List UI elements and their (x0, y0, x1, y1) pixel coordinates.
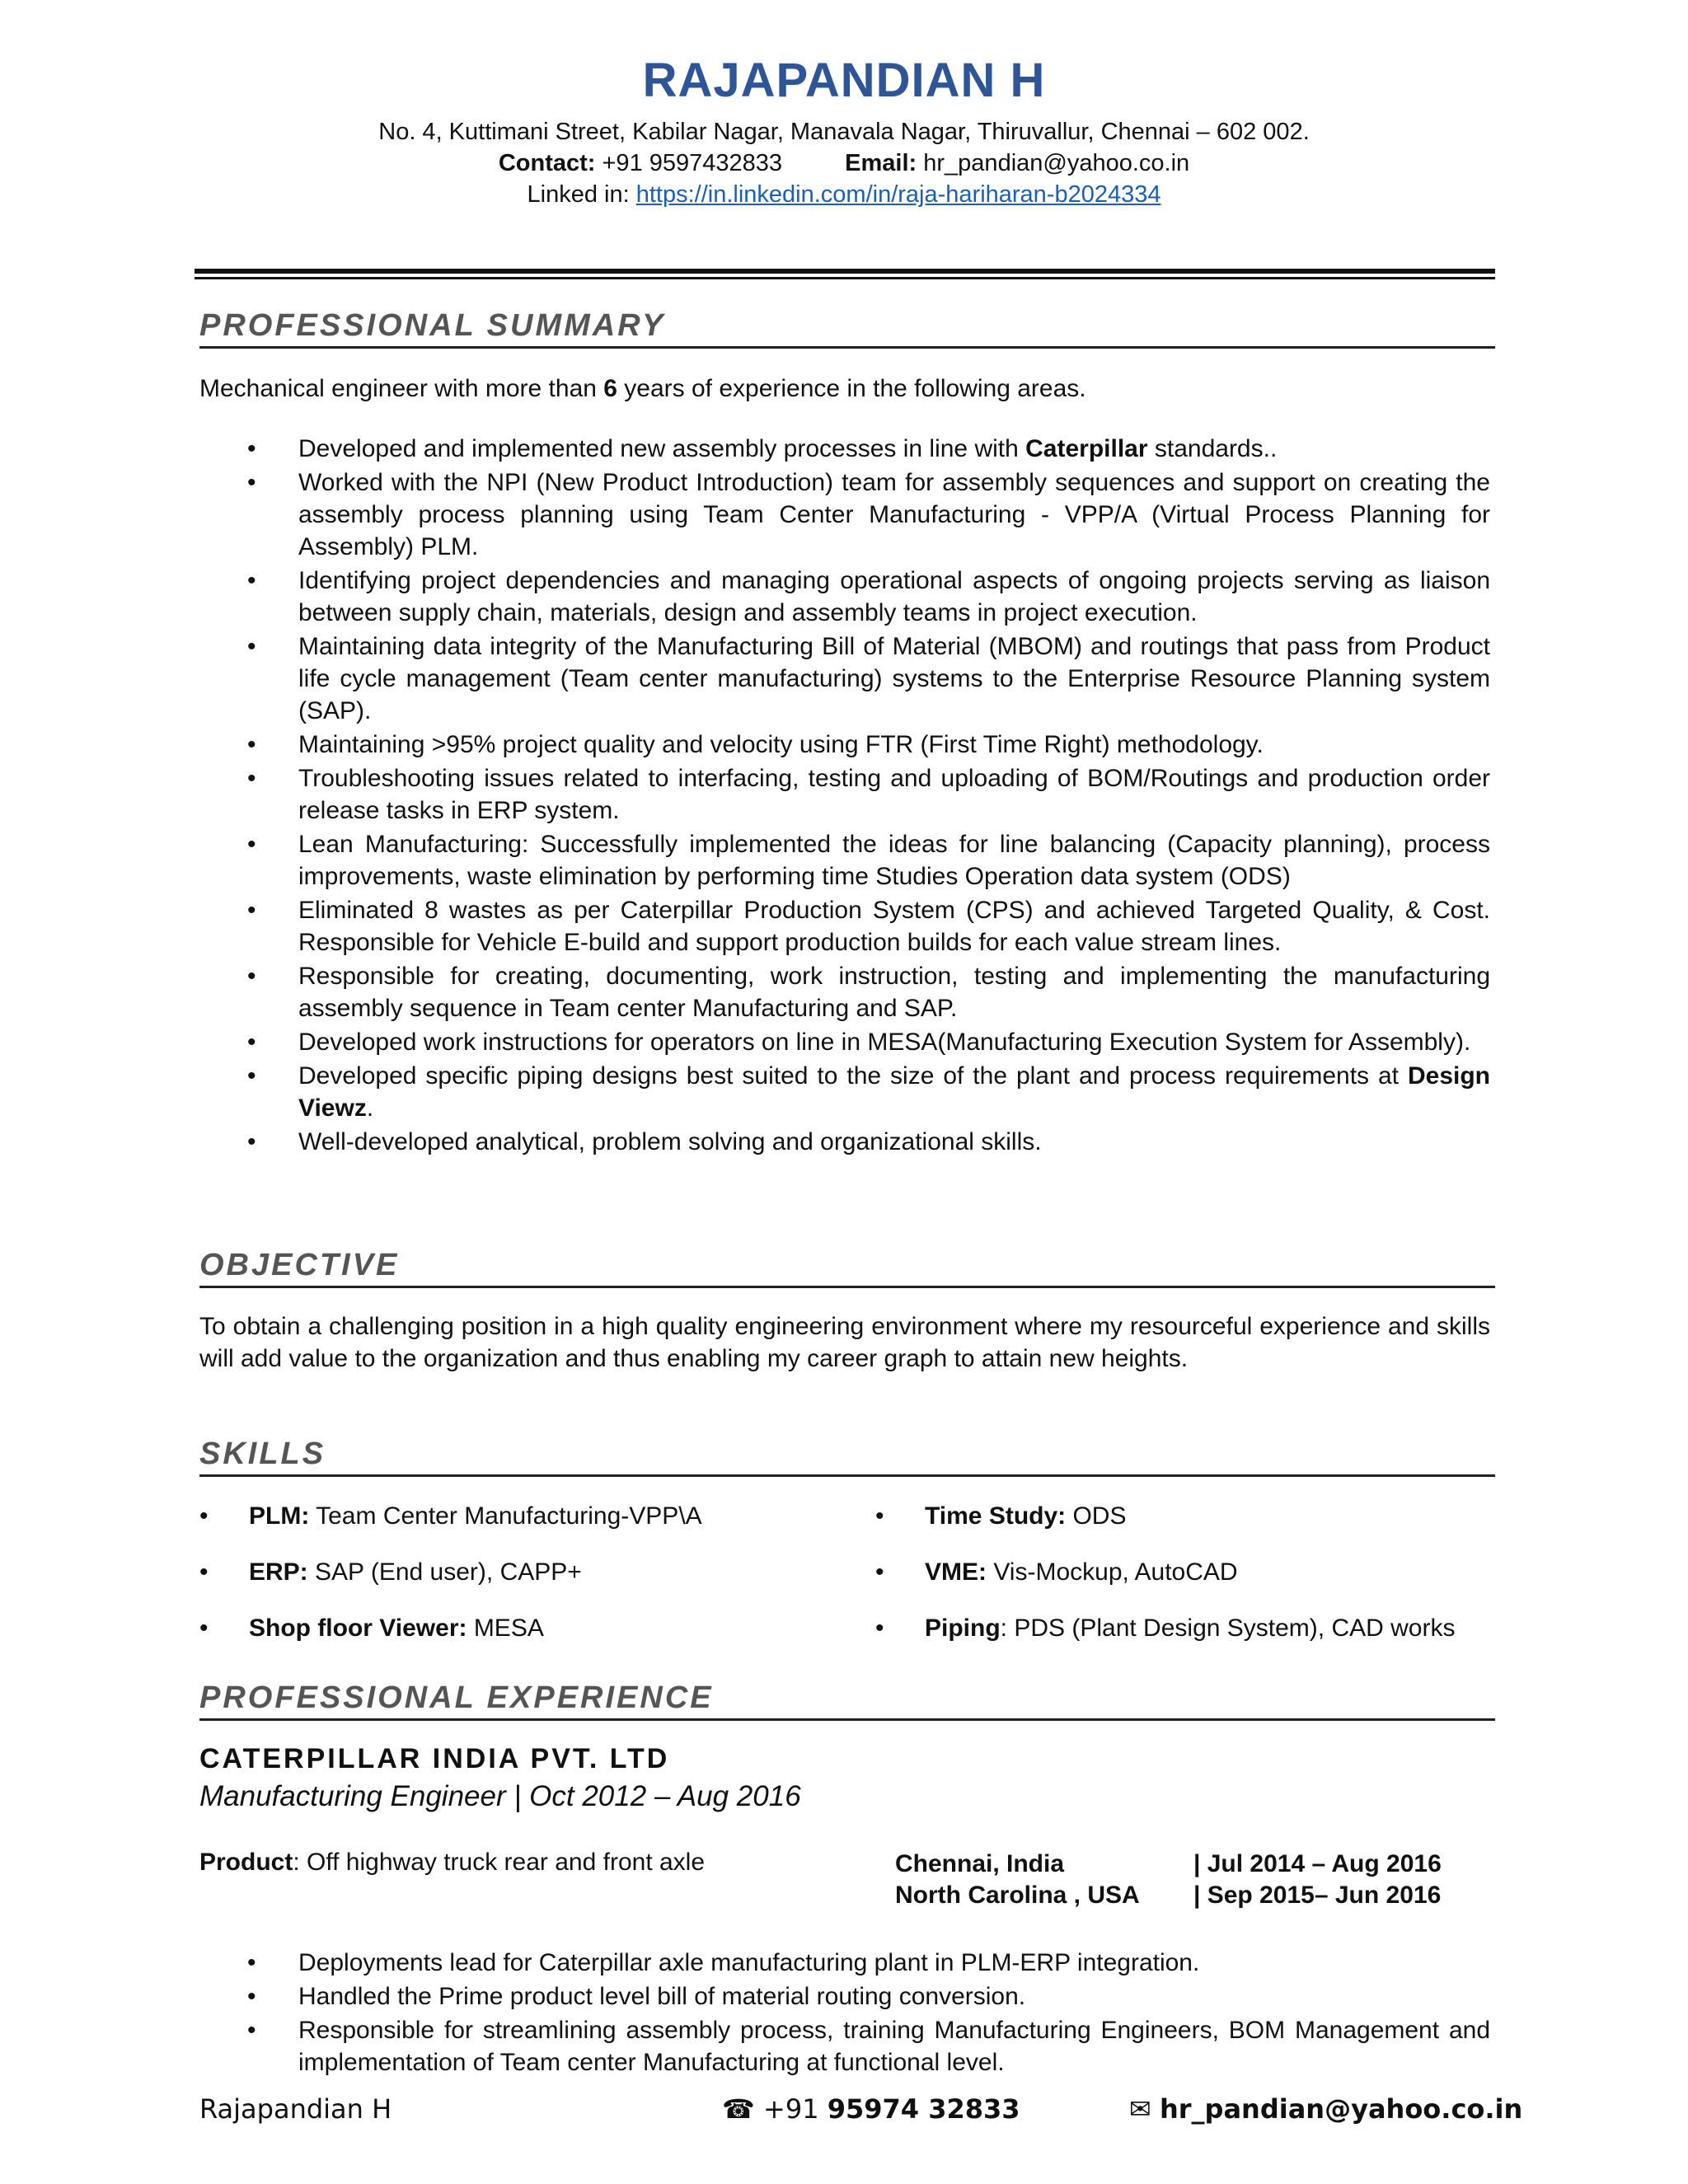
summary-item: • Identifying project dependencies and managing operational aspects of ongoing projects serving as liaison between supply chain, materials, design and assembly teams in project execution. (247, 567, 1490, 626)
objective-heading: OBJECTIVE (199, 1246, 1495, 1288)
header-divider-thin (195, 277, 1495, 279)
summary-item: • Well-developed analytical, problem solving and organizational skills. (247, 1128, 1042, 1155)
address-line: No. 4, Kuttimani Street, Kabilar Nagar, Manavala Nagar, Thiruvallur, Chennai – 602 002. (378, 119, 1310, 145)
linkedin-link[interactable]: https://in.linkedin.com/in/raja-hariharan-b2024334 (635, 181, 1161, 208)
skills-list (199, 1500, 1535, 1668)
summary-item: • Developed and implemented new assembly processes in line with Caterpillar standards.. (247, 435, 1278, 462)
skills-row: • PLM: Team Center Manufacturing-VPP\A • Time Study: ODS (199, 1502, 1127, 1530)
experience-item: • Responsible for streamlining assembly process, training Manufacturing Engineers, BOM Management and implementation of Team center Manufacturing at functional level. (247, 2017, 1490, 2076)
linkedin-line (0, 179, 1688, 210)
experience-item: • Handled the Prime product level bill of material routing conversion. (247, 1983, 1026, 2010)
summary-item: • Lean Manufacturing: Successfully implemented the ideas for line balancing (Capacity planning), process improvements, waste elimination by performing time Studies Operation data system (ODS) (247, 831, 1490, 890)
location-dates: | Sep 2015– Jun 2016 (1193, 1882, 1442, 1909)
summary-item: • Worked with the NPI (New Product Introduction) team for assembly sequences and support on creating the assembly process planning using Team Center Manufacturing - VPP/A (Virtual Process Planning for Assembly) PLM. (247, 469, 1490, 560)
experience-heading: PROFESSIONAL EXPERIENCE (199, 1679, 1495, 1721)
location-city: Chennai, India (895, 1850, 1065, 1877)
summary-item: • Maintaining data integrity of the Manufacturing Bill of Material (MBOM) and routings that pass from Product life cycle management (Team center manufacturing) systems to the Enterprise Resource Planning system (SAP). (247, 633, 1490, 724)
company-name: CATERPILLAR INDIA PVT. LTD (199, 1743, 670, 1774)
skills-row: • ERP: SAP (End user), CAPP+ • VME: Vis-Mockup, AutoCAD (199, 1558, 1238, 1586)
location-city: North Carolina , USA (895, 1882, 1140, 1909)
experience-bullet-list (199, 1947, 1490, 2080)
footer-email: ✉ hr_pandian@yahoo.co.in (1129, 2093, 1523, 2125)
summary-intro: Mechanical engineer with more than 6 years of experience in the following areas. (199, 375, 1086, 402)
summary-heading: PROFESSIONAL SUMMARY (199, 307, 1495, 349)
footer-phone: ☎ +91 95974 32833 (722, 2093, 1020, 2125)
contact-line (0, 148, 1688, 179)
objective-text: To obtain a challenging position in a high quality engineering environment where my resourceful experience and skills will add value to the organization and thus enabling my career graph to attain new heights. (199, 1313, 1490, 1372)
contact-phone: +91 9597432833 (602, 150, 783, 176)
summary-item: • Developed specific piping designs best suited to the size of the plant and process requirements at Design Viewz. (247, 1062, 1490, 1122)
email-label: Email: (845, 150, 917, 176)
contact-label: Contact: (498, 150, 596, 176)
summary-item: • Maintaining >95% project quality and velocity using FTR (First Time Right) methodology. (247, 731, 1264, 758)
summary-item: • Responsible for creating, documenting, work instruction, testing and implementing the manufacturing assembly sequence in Team center Manufacturing and SAP. (247, 963, 1490, 1022)
contact-email: hr_pandian@yahoo.co.in (923, 150, 1190, 176)
summary-bullet-list (199, 433, 1490, 1160)
skills-heading: SKILLS (199, 1435, 1495, 1477)
location-dates: | Jul 2014 – Aug 2016 (1193, 1850, 1442, 1877)
envelope-icon: ✉ (1129, 2093, 1151, 2125)
phone-icon: ☎ (722, 2093, 755, 2125)
job-role: Manufacturing Engineer | Oct 2012 – Aug 2016 (199, 1780, 801, 1812)
header-divider-thick (195, 269, 1495, 274)
footer-name: Rajapandian H (199, 2093, 392, 2125)
candidate-name: RAJAPANDIAN H (642, 54, 1046, 107)
experience-item: • Deployments lead for Caterpillar axle manufacturing plant in PLM-ERP integration. (247, 1949, 1200, 1976)
product-line: Product: Off highway truck rear and front axle (199, 1849, 706, 1876)
linkedin-label: Linked in: (527, 181, 630, 208)
skills-row: • Shop floor Viewer: MESA • Piping: PDS (Plant Design System), CAD works (199, 1615, 1456, 1642)
summary-item: • Eliminated 8 wastes as per Caterpillar Production System (CPS) and achieved Targeted Quality, & Cost. Responsible for Vehicle E-build and support production builds for each value stream lines. (247, 897, 1490, 956)
summary-item: • Troubleshooting issues related to interfacing, testing and uploading of BOM/Routings and production order release tasks in ERP system. (247, 765, 1490, 824)
summary-item: • Developed work instructions for operators on line in MESA(Manufacturing Execution System for Assembly). (247, 1029, 1471, 1056)
